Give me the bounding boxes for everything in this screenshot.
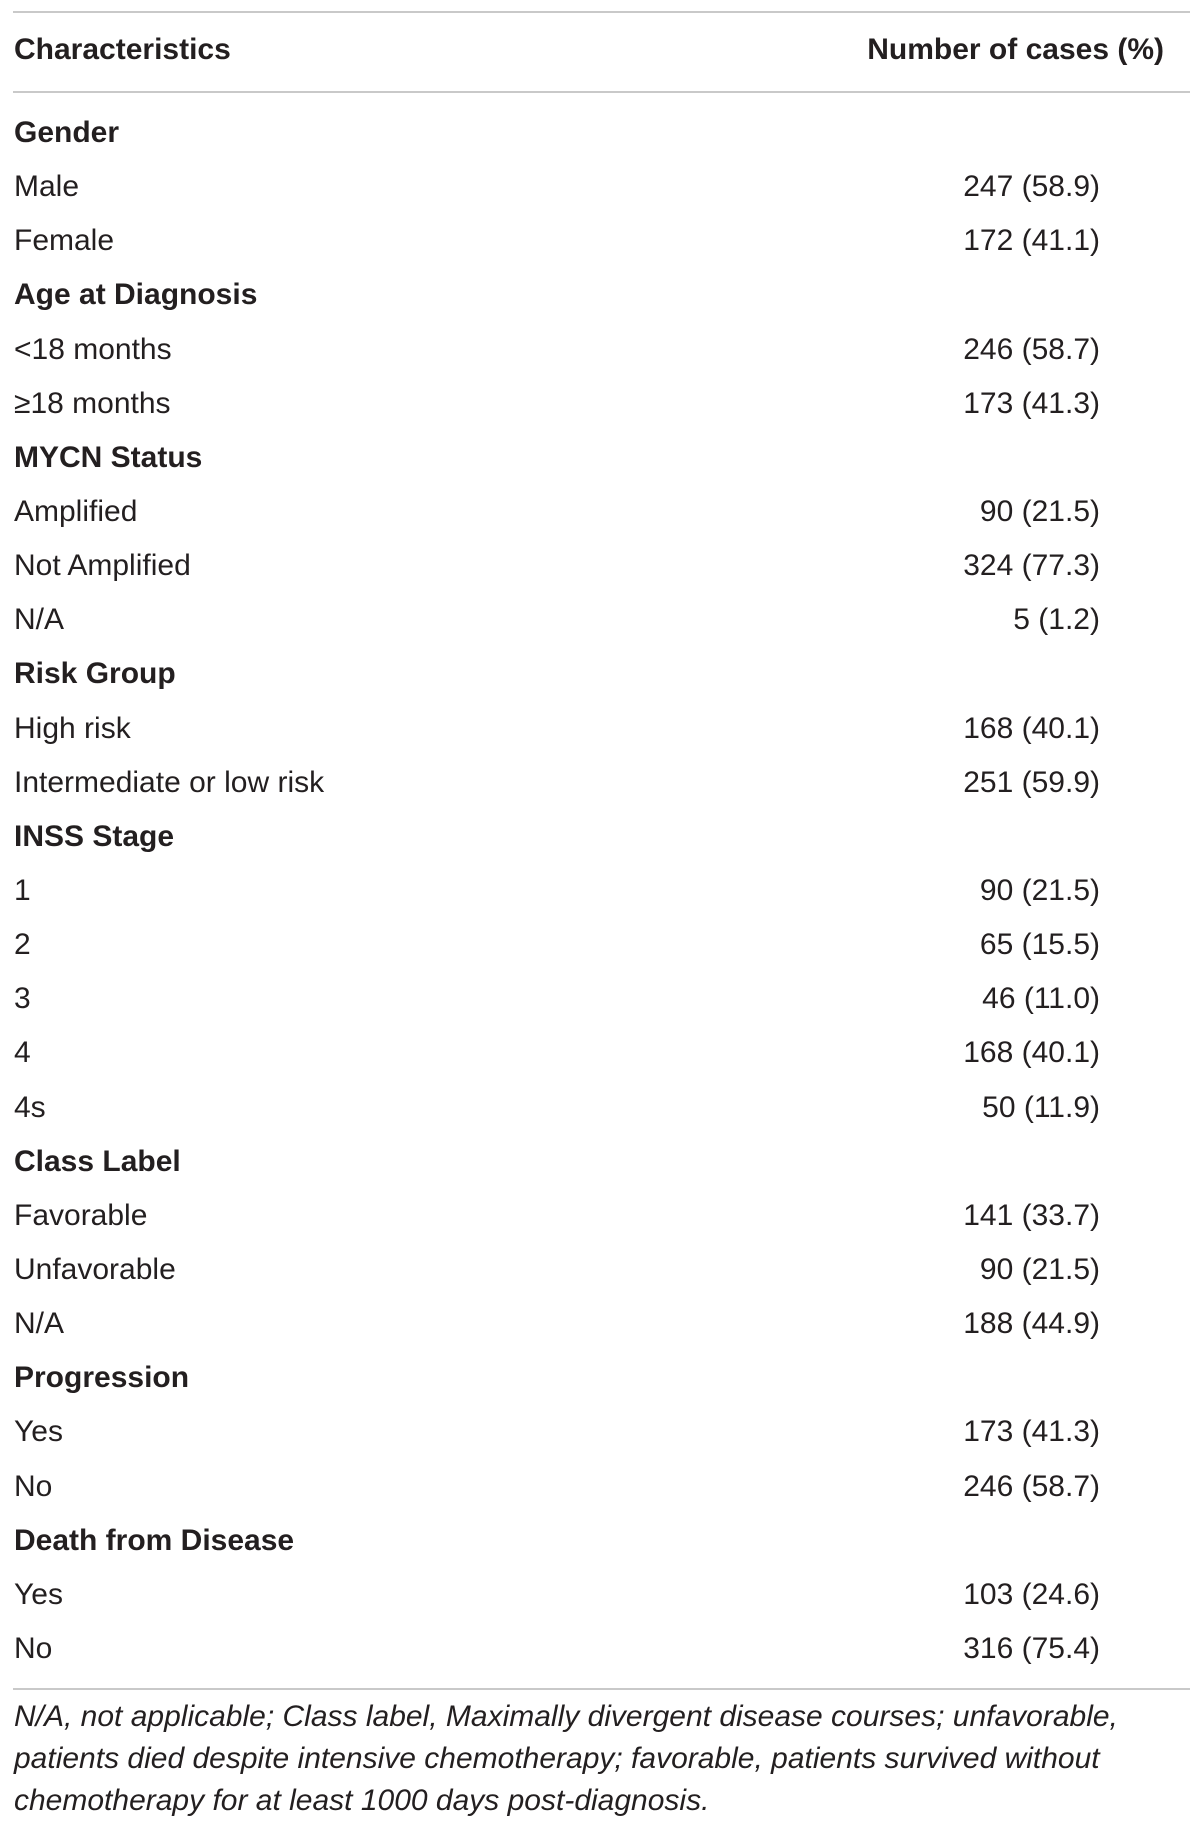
row-label: No [14, 1631, 53, 1665]
row-value: 65 (15.5) [979, 928, 1100, 962]
table-row [0, 1462, 1200, 1516]
row-value: 168 (40.1) [963, 711, 1100, 745]
table-row [0, 1245, 1200, 1299]
row-value: 5 (1.2) [1013, 603, 1100, 637]
row-label: 3 [14, 982, 31, 1016]
row-label: Intermediate or low risk [14, 765, 325, 799]
row-value: 168 (40.1) [963, 1036, 1100, 1070]
table-row [0, 1624, 1200, 1678]
table-row [0, 162, 1200, 216]
group-label: Risk Group [14, 657, 176, 691]
table-row [0, 974, 1200, 1028]
group-label: Age at Diagnosis [14, 278, 258, 312]
group-label: INSS Stage [14, 819, 175, 853]
table-row [0, 1407, 1200, 1461]
row-value: 246 (58.7) [963, 332, 1100, 366]
row-label: 4s [14, 1090, 46, 1124]
row-label: No [14, 1469, 53, 1503]
group-label: Progression [14, 1361, 190, 1395]
table-row [0, 920, 1200, 974]
row-value: 90 (21.5) [979, 873, 1100, 907]
row-value: 173 (41.3) [963, 386, 1100, 420]
group-header-row [0, 270, 1200, 324]
table-row [0, 704, 1200, 758]
table-row [0, 595, 1200, 649]
row-label: ≥18 months [14, 386, 171, 420]
group-header-row [0, 108, 1200, 162]
row-value: 246 (58.7) [963, 1469, 1100, 1503]
table-row [0, 758, 1200, 812]
row-label: Female [14, 224, 115, 258]
row-label: 2 [14, 928, 31, 962]
group-header-row [0, 1137, 1200, 1191]
row-label: Unfavorable [14, 1252, 176, 1286]
header-number-of-cases: Number of cases (%) [867, 33, 1164, 66]
table-row [0, 1299, 1200, 1353]
group-label: Class Label [14, 1144, 181, 1178]
table-row [0, 487, 1200, 541]
row-label: High risk [14, 711, 131, 745]
table-row [0, 325, 1200, 379]
table-row [0, 866, 1200, 920]
row-value: 316 (75.4) [963, 1631, 1100, 1665]
row-value: 188 (44.9) [963, 1307, 1100, 1341]
group-label: MYCN Status [14, 440, 203, 474]
row-label: Not Amplified [14, 549, 191, 583]
row-value: 46 (11.0) [982, 982, 1100, 1016]
row-label: N/A [14, 1307, 65, 1341]
table-row [0, 1083, 1200, 1137]
row-label: Amplified [14, 494, 138, 528]
table-row [0, 216, 1200, 270]
table-row [0, 1570, 1200, 1624]
group-label: Gender [14, 116, 120, 149]
table-row [0, 379, 1200, 433]
row-label: <18 months [14, 332, 172, 366]
row-value: 251 (59.9) [963, 765, 1100, 799]
table-footnote: N/A, not applicable; Class label, Maximally divergent disease courses; unfavorable, patients died despite intensive chemotherapy; favorable, patients survived without chemotherapy for at least 1000 days post-diagnosis. [14, 1700, 1118, 1817]
row-label: N/A [14, 603, 65, 637]
row-label: Yes [14, 1577, 63, 1611]
table-row [0, 1028, 1200, 1082]
row-value: 324 (77.3) [963, 549, 1100, 583]
group-header-row [0, 1516, 1200, 1570]
table-header [0, 13, 1200, 91]
row-value: 141 (33.7) [963, 1198, 1100, 1232]
footer-rule [13, 1688, 1190, 1690]
group-header-row [0, 1353, 1200, 1407]
row-label: Male [14, 170, 80, 204]
row-label: Favorable [14, 1198, 148, 1232]
row-value: 50 (11.9) [982, 1090, 1100, 1124]
group-header-row [0, 433, 1200, 487]
row-value: 90 (21.5) [979, 1252, 1100, 1286]
row-value: 90 (21.5) [979, 494, 1100, 528]
row-value: 103 (24.6) [963, 1577, 1100, 1611]
row-value: 247 (58.9) [963, 170, 1100, 204]
row-label: 1 [14, 873, 31, 907]
group-header-row [0, 812, 1200, 866]
group-label: Death from Disease [14, 1523, 295, 1557]
row-label: Yes [14, 1415, 63, 1449]
row-label: 4 [14, 1036, 31, 1070]
table-row [0, 541, 1200, 595]
row-value: 172 (41.1) [963, 224, 1100, 258]
row-value: 173 (41.3) [963, 1415, 1100, 1449]
header-characteristics: Characteristics [14, 33, 231, 66]
table-body [0, 108, 1200, 1678]
group-header-row [0, 649, 1200, 703]
table-row [0, 1191, 1200, 1245]
header-rule [13, 91, 1190, 93]
